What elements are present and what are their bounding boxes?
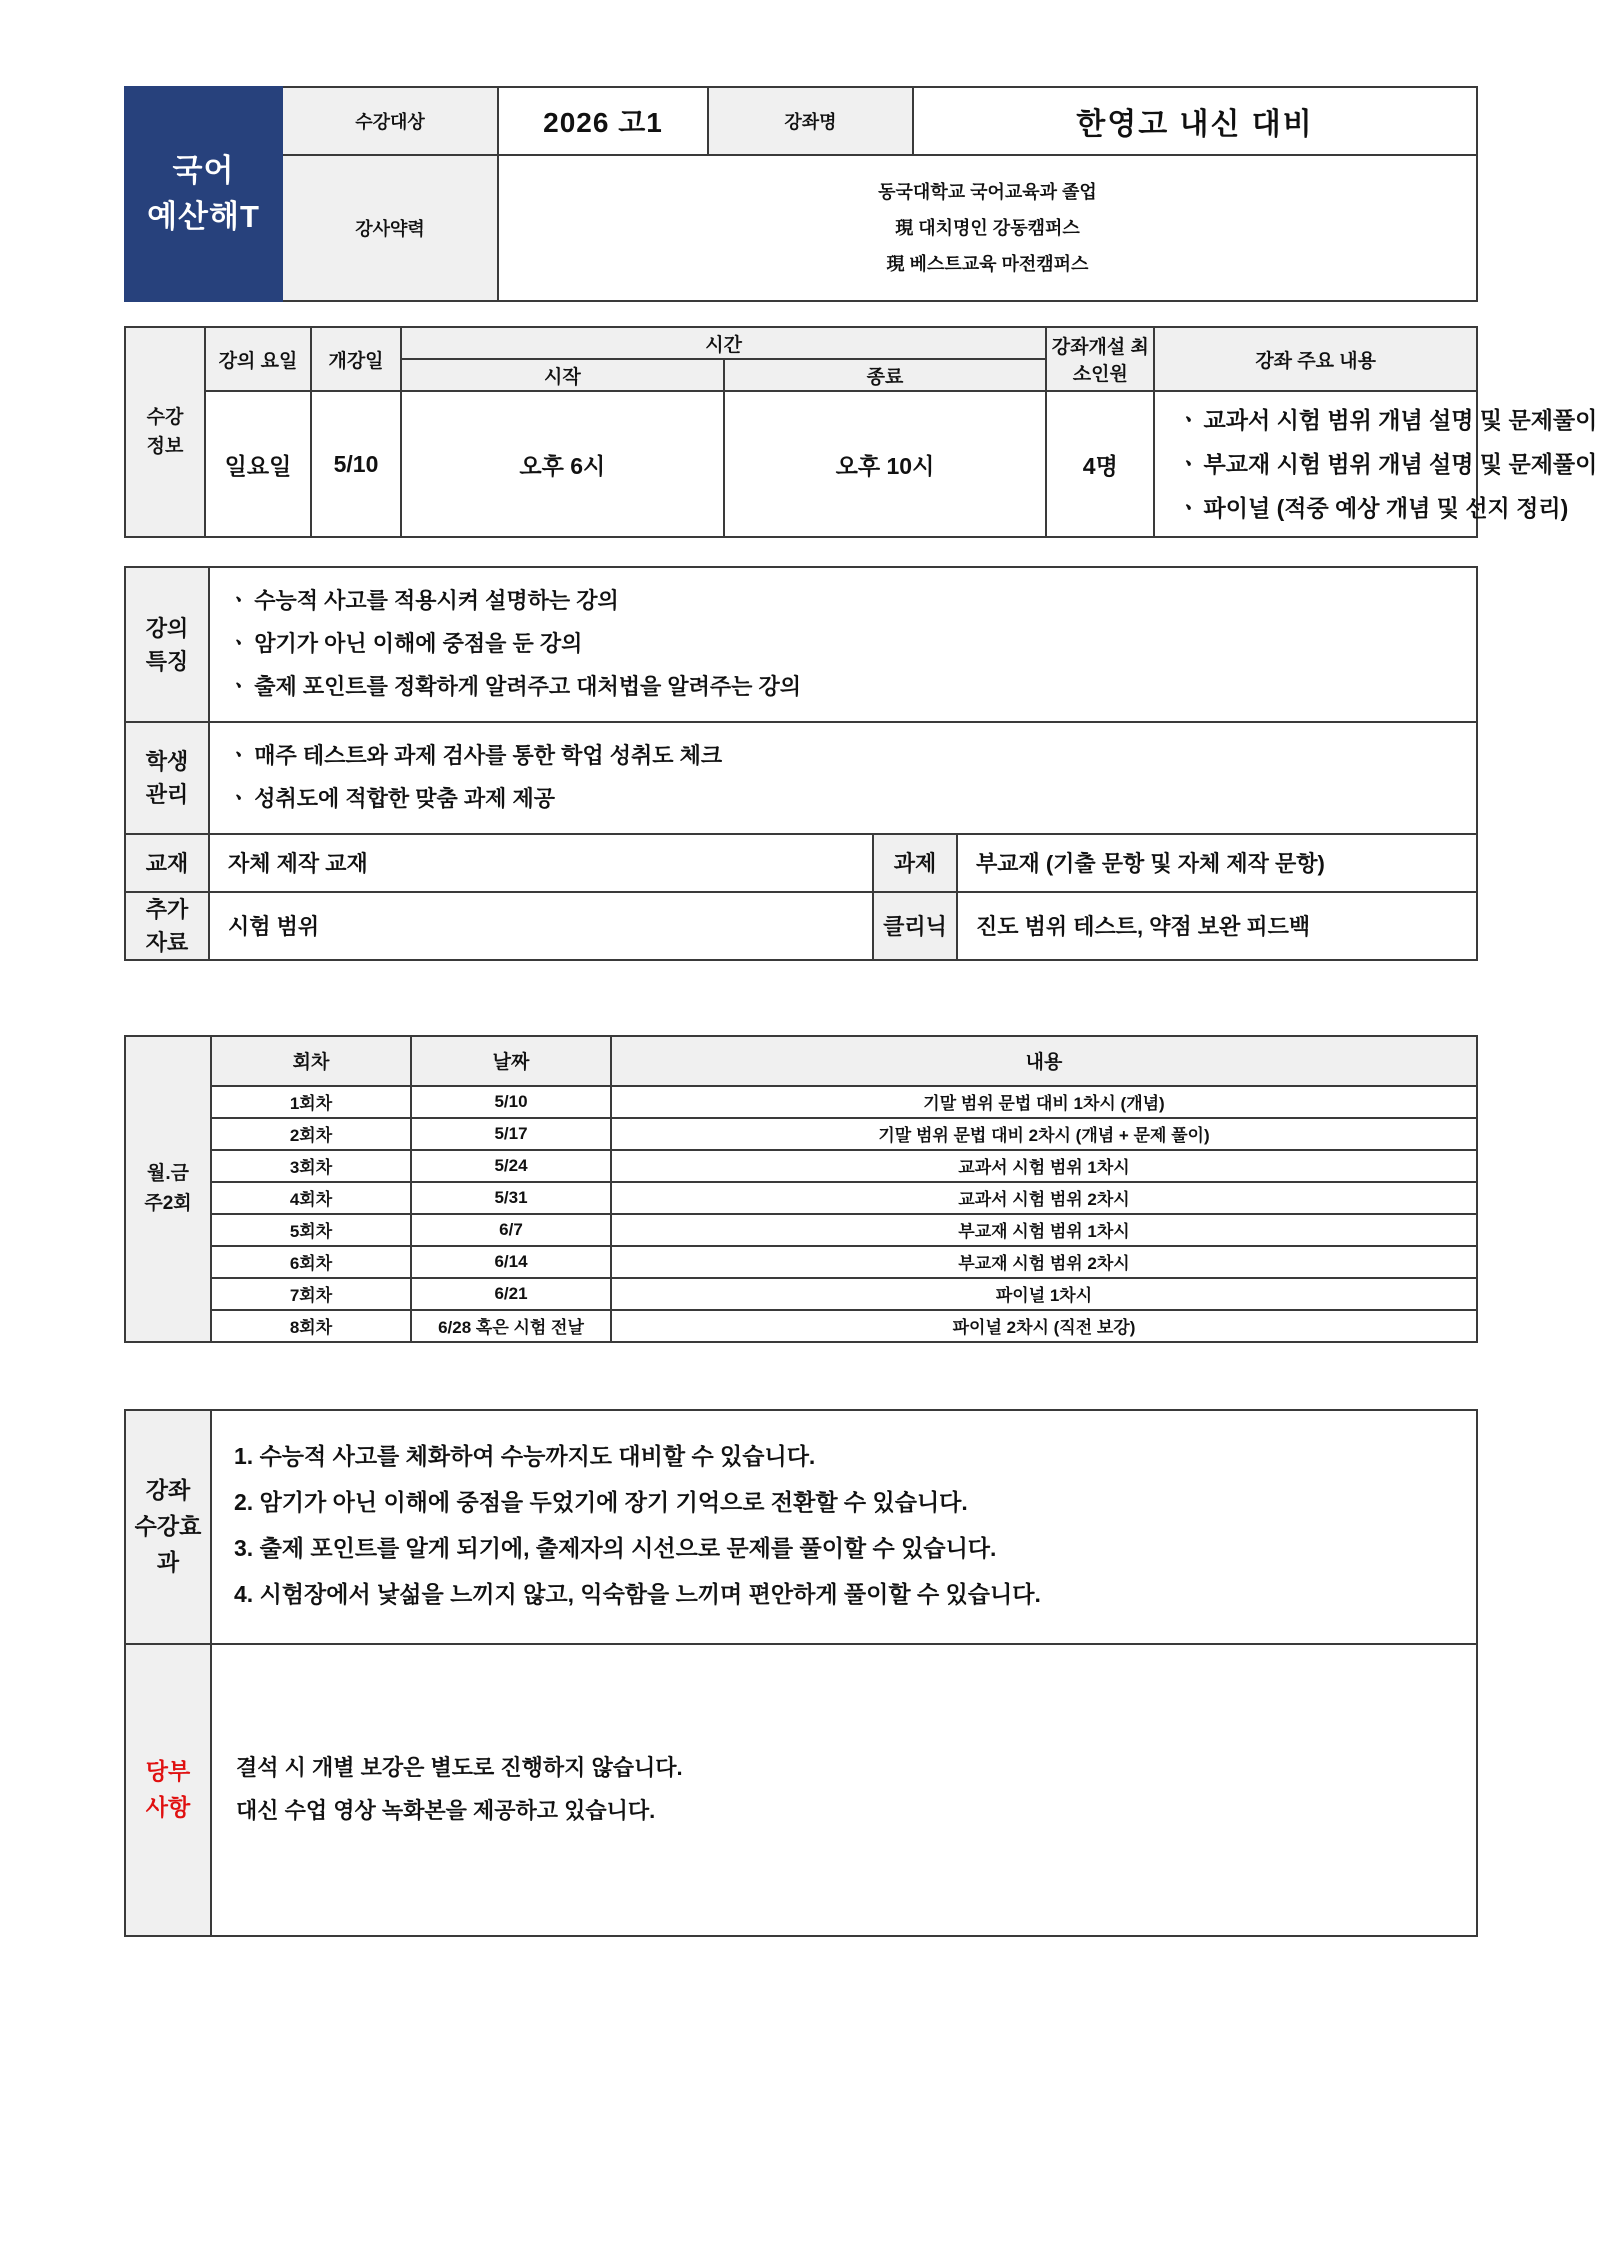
clinic-label: 클리닉	[873, 892, 957, 960]
effect-item: 1. 수능적 사고를 체화하여 수능까지도 대비할 수 있습니다.	[234, 1442, 816, 1469]
course-name-label: 강좌명	[708, 87, 913, 155]
value-open-date: 5/10	[311, 391, 401, 537]
textbook-label: 교재	[125, 834, 209, 892]
lecture-feature-list	[209, 567, 1477, 722]
management-item: ㆍ 성취도에 적합한 맞춤 과제 제공	[228, 778, 1476, 821]
brand-teacher: 예산해T	[147, 199, 260, 234]
value-end-time: 오후 10시	[724, 391, 1047, 537]
management-item: ㆍ 매주 테스트와 과제 검사를 통한 학업 성취도 체크	[228, 735, 1476, 778]
extra-material-value: 시험 범위	[209, 892, 873, 960]
notice-list	[211, 1644, 1477, 1936]
session-date: 5/24	[411, 1150, 611, 1182]
schedule-table	[124, 1035, 1478, 1343]
session-date: 6/7	[411, 1214, 611, 1246]
label-line: 수강효과	[134, 1513, 202, 1575]
target-value: 2026 고1	[498, 87, 708, 155]
col-header-min-people	[1046, 327, 1154, 391]
col-header-content: 내용	[611, 1036, 1477, 1086]
content-item: ㆍ 부교재 시험 범위 개념 설명 및 문제풀이	[1177, 442, 1476, 486]
bio-line: 現 대치명인 강동캠퍼스	[895, 218, 1080, 238]
notice-item: 결석 시 개별 보강은 별도로 진행하지 않습니다.	[236, 1755, 683, 1781]
lecture-feature-label	[125, 567, 209, 722]
session-date: 5/10	[411, 1086, 611, 1118]
feature-item: ㆍ 출제 포인트를 정확하게 알려주고 대처법을 알려주는 강의	[228, 666, 1476, 709]
table-row	[125, 1150, 1477, 1182]
content-item: ㆍ 교과서 시험 범위 개념 설명 및 문제풀이	[1177, 398, 1476, 442]
session-date: 6/14	[411, 1246, 611, 1278]
student-management-list	[209, 722, 1477, 834]
session-content: 교과서 시험 범위 2차시	[611, 1182, 1477, 1214]
course-content-list	[1154, 391, 1598, 537]
label-line: 수강	[146, 406, 184, 428]
textbook-value: 자체 제작 교재	[209, 834, 873, 892]
homework-value: 부교재 (기출 문항 및 자체 제작 문항)	[957, 834, 1477, 892]
col-header-content: 강좌 주요 내용	[1154, 327, 1477, 391]
content-item: ㆍ 파이널 (적중 예상 개념 및 선지 정리)	[1177, 486, 1476, 530]
session-date: 5/31	[411, 1182, 611, 1214]
effect-item: 3. 출제 포인트를 알게 되기에, 출제자의 시선으로 문제를 풀이할 수 있습니다.	[234, 1534, 997, 1561]
bio-line: 現 베스트교육 마전캠퍼스	[886, 254, 1089, 274]
student-management-label	[125, 722, 209, 834]
label-line: 특징	[145, 648, 189, 674]
col-header-time: 시간	[401, 327, 1046, 359]
label-line: 학생	[145, 749, 189, 775]
table-row	[125, 1246, 1477, 1278]
effects-notice-table	[124, 1409, 1478, 1937]
session-no: 6회차	[211, 1246, 411, 1278]
course-effect-list	[211, 1410, 1477, 1644]
label-line: 강좌	[145, 1477, 191, 1504]
session-content: 부교재 시험 범위 1차시	[611, 1214, 1477, 1246]
brand-cell	[125, 87, 282, 301]
label-line: 당부	[145, 1758, 191, 1785]
instructor-bio	[498, 155, 1477, 301]
label-line: 강좌개설	[1051, 337, 1126, 358]
session-content: 기말 범위 문법 대비 2차시 (개념 + 문제 풀이)	[611, 1118, 1477, 1150]
col-header-open-date: 개강일	[311, 327, 401, 391]
homework-label: 과제	[873, 834, 957, 892]
label-line: 추가	[145, 896, 189, 922]
col-header-session: 회차	[211, 1036, 411, 1086]
label-line: 월.금	[147, 1162, 189, 1184]
col-header-date: 날짜	[411, 1036, 611, 1086]
session-content: 파이널 2차시 (직전 보강)	[611, 1310, 1477, 1342]
course-header-table	[124, 86, 1478, 302]
session-date: 6/28 혹은 시험 전날	[411, 1310, 611, 1342]
session-no: 5회차	[211, 1214, 411, 1246]
table-row	[125, 1214, 1477, 1246]
label-line: 정보	[146, 436, 184, 458]
value-day: 일요일	[205, 391, 311, 537]
document-page	[124, 0, 1598, 1937]
table-row	[125, 1086, 1477, 1118]
brand-subject: 국어	[172, 152, 235, 188]
effect-item: 4. 시험장에서 낯섦을 느끼지 않고, 익숙함을 느끼며 편안하게 풀이할 수 있습니다.	[234, 1580, 1041, 1607]
session-date: 6/21	[411, 1278, 611, 1310]
course-effect-label	[125, 1410, 211, 1644]
table-row	[125, 1310, 1477, 1342]
value-min-people: 4명	[1046, 391, 1154, 537]
col-header-start: 시작	[401, 359, 724, 391]
label-line: 자료	[145, 929, 189, 955]
bio-line: 동국대학교 국어교육과 졸업	[878, 182, 1097, 202]
label-line: 강의	[145, 615, 189, 641]
enrollment-info-table	[124, 326, 1598, 538]
notice-label	[125, 1644, 211, 1936]
enrollment-info-label	[125, 327, 205, 537]
schedule-frequency-label	[125, 1036, 211, 1342]
col-header-end: 종료	[724, 359, 1047, 391]
feature-item: ㆍ 수능적 사고를 적용시켜 설명하는 강의	[228, 580, 1476, 623]
label-line: 최소인원	[1072, 337, 1149, 385]
table-row	[125, 1278, 1477, 1310]
col-header-day: 강의 요일	[205, 327, 311, 391]
value-start-time: 오후 6시	[401, 391, 724, 537]
table-row	[125, 1118, 1477, 1150]
label-line: 주2회	[144, 1192, 192, 1214]
session-no: 1회차	[211, 1086, 411, 1118]
target-label: 수강대상	[282, 87, 498, 155]
instructor-bio-label: 강사약력	[282, 155, 498, 301]
session-no: 2회차	[211, 1118, 411, 1150]
session-no: 7회차	[211, 1278, 411, 1310]
session-no: 8회차	[211, 1310, 411, 1342]
label-line: 관리	[145, 782, 189, 808]
session-content: 파이널 1차시	[611, 1278, 1477, 1310]
clinic-value: 진도 범위 테스트, 약점 보완 피드백	[957, 892, 1477, 960]
session-no: 3회차	[211, 1150, 411, 1182]
session-no: 4회차	[211, 1182, 411, 1214]
session-date: 5/17	[411, 1118, 611, 1150]
session-content: 교과서 시험 범위 1차시	[611, 1150, 1477, 1182]
extra-material-label	[125, 892, 209, 960]
effect-item: 2. 암기가 아닌 이해에 중점을 두었기에 장기 기억으로 전환할 수 있습니다.	[234, 1488, 968, 1515]
features-table	[124, 566, 1478, 960]
session-content: 기말 범위 문법 대비 1차시 (개념)	[611, 1086, 1477, 1118]
label-line: 사항	[145, 1793, 191, 1820]
notice-item: 대신 수업 영상 녹화본을 제공하고 있습니다.	[236, 1797, 656, 1823]
feature-item: ㆍ 암기가 아닌 이해에 중점을 둔 강의	[228, 623, 1476, 666]
table-row	[125, 1182, 1477, 1214]
course-name-value: 한영고 내신 대비	[913, 87, 1477, 155]
session-content: 부교재 시험 범위 2차시	[611, 1246, 1477, 1278]
